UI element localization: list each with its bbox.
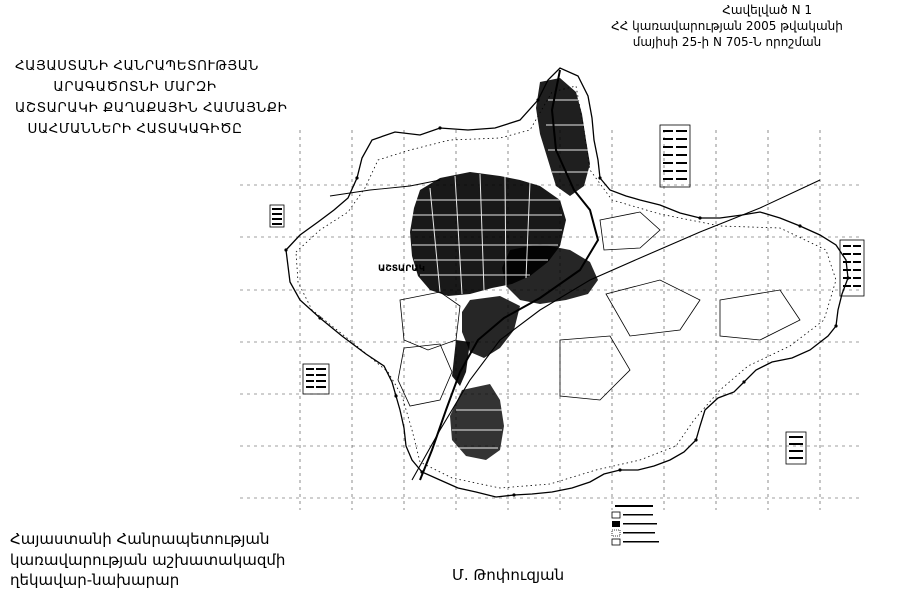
coordinate-table-left-1 [270,205,284,227]
coordinate-table-right-1 [660,125,690,187]
grid-lines [240,130,860,510]
signatory-name: Մ. Թոփուզյան [452,566,565,584]
signatory-title-line3: ղեկավար-նախարար [10,571,180,589]
signatory-title-line1: Հայաստանի Հանրապետության [10,530,270,548]
map-title-line3: ԱՇՏԱՐԱԿԻ ՔԱՂԱՔԱՅԻՆ ՀԱՄԱՅՆՔԻ [15,100,288,116]
annex-label: Հավելված N 1 [722,3,812,17]
map-title-line1: ՀԱՅԱՍՏԱՆԻ ՀԱՆՐԱՊԵՏՈՒԹՅԱՆ [15,58,259,74]
decision-reference-line2: մայիսի 25-ի N 705-Ն որոշման [632,35,822,49]
decision-reference-line1: ՀՀ կառավարության 2005 թվականի [611,19,843,33]
map-legend [612,505,659,545]
coordinate-table-right-2 [840,240,864,296]
signatory-title-line2: կառավարության աշխատակազմի [10,551,286,569]
coordinate-table-left-2 [303,364,329,394]
coordinate-table-right-3 [786,432,806,464]
map-title-line4: ՍԱՀՄԱՆՆԵՐԻ ՀԱՏԱԿԱԳԻԾԸ [27,121,243,137]
map-title-line2: ԱՐԱԳԱԾՈՏՆԻ ՄԱՐԶԻ [53,79,217,95]
city-label: ԱՇՏԱՐԱԿ [378,264,425,274]
